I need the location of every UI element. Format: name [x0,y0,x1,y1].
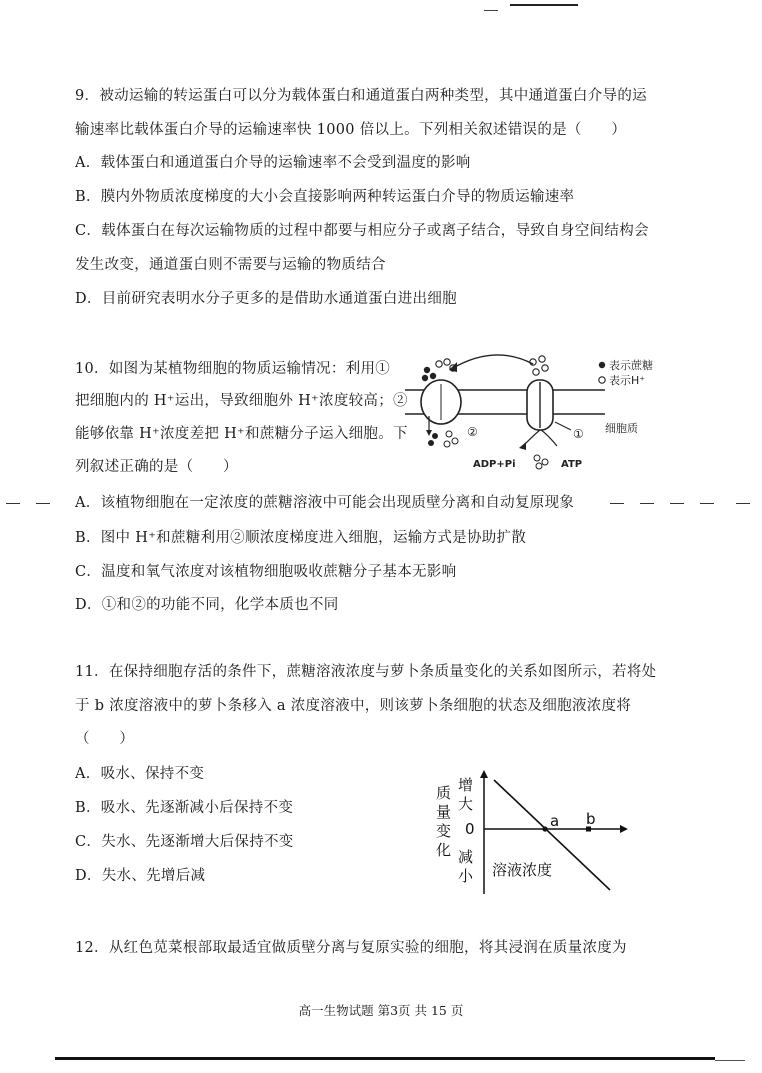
q10-option-b: B．图中 H⁺和蔗糖利用②顺浓度梯度进入细胞，运输方式是协助扩散 [75,530,527,546]
q10-stem-line-1: 10．如图为某植物细胞的物质运输情况：利用① [75,361,391,377]
chart-y-zero-label: 0 [465,820,475,838]
q9-option-c-line-1: C．载体蛋白在每次运输物质的过程中都要与相应分子或离子结合，导致自身空间结构会 [75,223,649,239]
q11-stem-line-1: 11．在保持细胞存活的条件下，蔗糖溶液浓度与萝卜条质量变化的关系如图所示，若将处 [75,664,657,680]
q9-option-c-line-2: 发生改变，通道蛋白则不需要与运输的物质结合 [75,257,386,273]
q12-stem-line-1: 12．从红色苋菜根部取最适宜做质壁分离与复原实验的细胞，将其浸润在质量浓度为 [75,940,627,956]
chart-point-b-label: b [586,810,596,828]
q11-option-b: B．吸水、先逐渐减小后保持不变 [75,800,294,816]
q10-option-a: A．该植物细胞在一定浓度的蔗糖溶液中可能会出现质壁分离和自动复原现象 [75,495,575,511]
scan-mark [510,4,578,6]
mass-change-chart [428,768,638,896]
membrane-transport-diagram [405,350,675,475]
q9-stem-line-2: 输速率比载体蛋白介导的运输速率快 1000 倍以上。下列相关叙述错误的是（ ） [75,122,627,138]
chart-y-top-label: 增大 [458,776,474,813]
q11-option-a: A．吸水、保持不变 [75,766,205,782]
chart-point-a [542,826,547,831]
atp-label: ATP [561,459,583,470]
q9-option-a: A．载体蛋白和通道蛋白介导的运输速率不会受到温度的影响 [75,155,471,171]
scan-mark [715,1060,745,1061]
q11-option-c: C．失水、先逐渐增大后保持不变 [75,834,294,850]
scan-mark [484,10,498,11]
legend-sucrose: 表示蔗糖 [609,359,653,372]
q10-option-c: C．温度和氧气浓度对该植物细胞吸收蔗糖分子基本无影响 [75,564,457,580]
q9-option-d: D．目前研究表明水分子更多的是借助水通道蛋白进出细胞 [75,291,457,307]
chart-y-axis-label: 质量变化 [436,784,452,859]
q10-stem-line-4: 列叙述正确的是（ ） [75,459,238,475]
q11-stem-line-3: （ ） [75,731,135,747]
chart-x-axis-label: 溶液浓度 [492,861,553,879]
q10-stem-line-3: 能够依靠 H⁺浓度差把 H⁺和蔗糖分子运入细胞。下 [75,426,408,442]
q11-option-d: D．失水、先增后减 [75,868,206,884]
protein-2-label: ② [467,425,478,439]
q10-option-d: D．①和②的功能不同，化学本质也不同 [75,597,339,613]
cytoplasm-label: 细胞质 [605,422,638,435]
page-footer: 高一生物试题 第3页 共 15 页 [298,1003,464,1018]
q9-stem-line-1: 9．被动运输的转运蛋白可以分为载体蛋白和通道蛋白两种类型，其中通道蛋白介导的运 [75,88,647,104]
legend-h-ion: 表示H⁺ [609,374,646,387]
adp-label: ADP+Pi [473,459,516,470]
scan-mark [55,1057,715,1060]
q10-stem-line-2: 把细胞内的 H⁺运出，导致细胞外 H⁺浓度较高；② [75,393,408,409]
chart-point-a-label: a [550,812,560,830]
q11-stem-line-2: 于 b 浓度溶液中的萝卜条移入 a 浓度溶液中，则该萝卜条细胞的状态及细胞液浓度将 [75,698,632,714]
q9-option-b: B．膜内外物质浓度梯度的大小会直接影响两种转运蛋白介导的物质运输速率 [75,189,575,205]
protein-1-label: ① [573,427,584,441]
chart-y-bottom-label: 减小 [458,848,474,885]
